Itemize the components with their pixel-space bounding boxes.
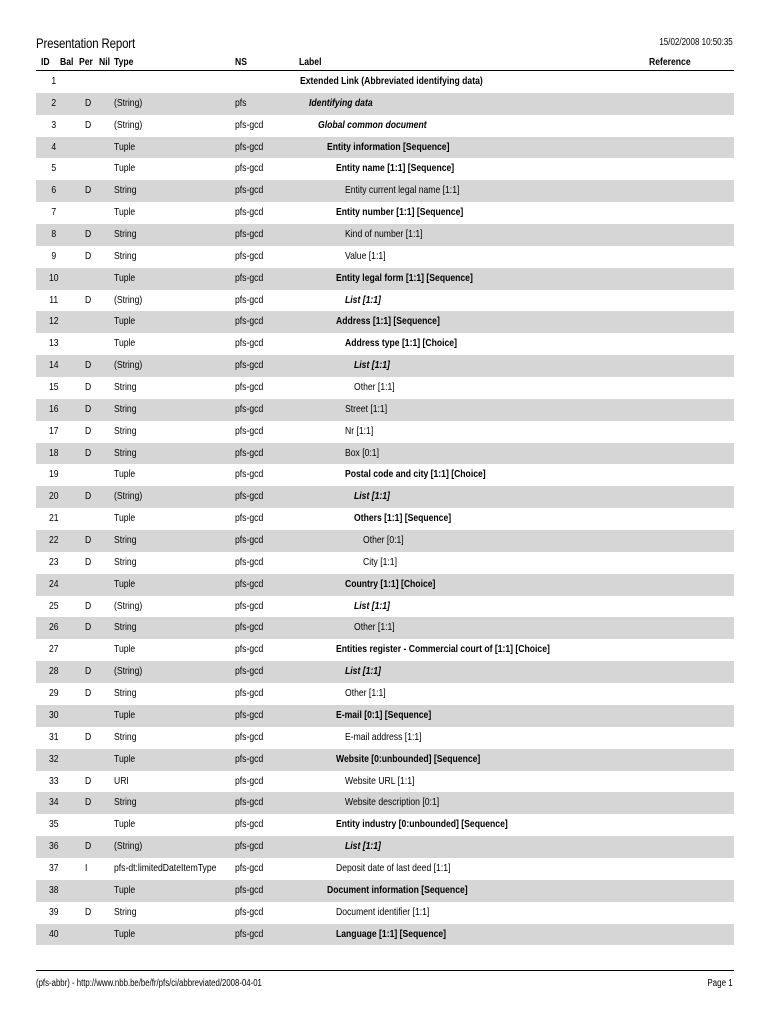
cell-id: 6: [51, 184, 57, 197]
cell-ns: pfs-gcd: [235, 599, 264, 612]
cell-label: Extended Link (Abbreviated identifying data): [300, 75, 483, 87]
cell-id: 16: [48, 402, 59, 415]
cell-label: Website description [0:1]: [345, 796, 440, 809]
cell-bal: D: [85, 228, 92, 241]
cell-type: String: [114, 228, 137, 241]
footer-source: (pfs-abbr) - http://www.nbb.be/be/fr/pfs/ci/abbreviated/2008-04-01: [36, 978, 262, 989]
cell-bal: D: [85, 774, 92, 787]
cell-ns: pfs-gcd: [235, 621, 264, 634]
cell-type: String: [114, 249, 137, 262]
table-row: [36, 902, 734, 924]
cell-type: (String): [114, 490, 143, 503]
cell-label: Entity industry [0:unbounded] [Sequence]: [336, 818, 508, 831]
cell-id: 15: [48, 381, 59, 394]
cell-label: Nr [1:1]: [345, 424, 374, 437]
col-header-label: Label: [299, 56, 322, 68]
cell-bal: D: [85, 249, 92, 262]
cell-bal: D: [85, 293, 92, 306]
cell-id: 26: [48, 621, 59, 634]
cell-ns: pfs-gcd: [235, 708, 264, 721]
cell-id: 11: [49, 293, 59, 306]
table-row: [36, 792, 734, 814]
table-row: [36, 290, 734, 312]
cell-id: 10: [48, 271, 59, 284]
cell-id: 3: [51, 118, 57, 131]
cell-label: Website [0:unbounded] [Sequence]: [336, 752, 481, 765]
cell-label: List [1:1]: [345, 665, 381, 678]
cell-label: List [1:1]: [354, 599, 390, 612]
cell-type: String: [114, 796, 137, 809]
cell-ns: pfs-gcd: [235, 315, 264, 328]
cell-label: Other [0:1]: [363, 534, 404, 547]
table-row: [36, 158, 734, 180]
cell-ns: pfs-gcd: [235, 687, 264, 700]
cell-id: 7: [51, 206, 57, 219]
cell-ns: pfs-gcd: [235, 359, 264, 372]
cell-label: Street [1:1]: [345, 402, 388, 415]
cell-ns: pfs-gcd: [235, 665, 264, 678]
cell-id: 27: [48, 643, 59, 656]
report-datetime: 15/02/2008 10:50:35: [659, 37, 733, 48]
cell-bal: D: [85, 96, 92, 109]
table-row: [36, 421, 734, 443]
cell-bal: D: [85, 184, 92, 197]
cell-type: String: [114, 424, 137, 437]
cell-ns: pfs-gcd: [235, 861, 264, 874]
cell-type: pfs-dt:limitedDateItemType: [114, 861, 217, 874]
table-row: [36, 246, 734, 268]
cell-type: Tuple: [114, 271, 136, 284]
cell-bal: D: [85, 446, 92, 459]
cell-label: Global common document: [318, 118, 427, 131]
cell-label: Entity current legal name [1:1]: [345, 184, 460, 197]
cell-id: 36: [48, 840, 59, 853]
cell-bal: D: [85, 840, 92, 853]
cell-ns: pfs-gcd: [235, 184, 264, 197]
table-row: [36, 115, 734, 137]
cell-bal: D: [85, 534, 92, 547]
cell-bal: D: [85, 402, 92, 415]
table-row: [36, 683, 734, 705]
cell-type: Tuple: [114, 140, 136, 153]
table-row: [36, 530, 734, 552]
cell-label: Address [1:1] [Sequence]: [336, 315, 440, 328]
cell-id: 32: [48, 752, 59, 765]
cell-ns: pfs-gcd: [235, 555, 264, 568]
cell-label: List [1:1]: [345, 840, 381, 853]
cell-ns: pfs-gcd: [235, 228, 264, 241]
table-row: [36, 355, 734, 377]
report-title: Presentation Report: [36, 35, 135, 51]
cell-bal: D: [85, 490, 92, 503]
table-row: [36, 574, 734, 596]
cell-label: Other [1:1]: [354, 621, 395, 634]
cell-id: 19: [48, 468, 59, 481]
cell-ns: pfs-gcd: [235, 512, 264, 525]
cell-type: (String): [114, 840, 143, 853]
cell-label: List [1:1]: [345, 293, 381, 306]
cell-type: Tuple: [114, 752, 136, 765]
cell-label: Address type [1:1] [Choice]: [345, 337, 457, 350]
cell-ns: pfs: [235, 96, 247, 109]
cell-type: Tuple: [114, 315, 136, 328]
cell-ns: pfs-gcd: [235, 140, 264, 153]
cell-ns: pfs-gcd: [235, 118, 264, 131]
cell-type: URI: [114, 774, 129, 787]
cell-label: Language [1:1] [Sequence]: [336, 927, 447, 940]
cell-id: 33: [48, 774, 59, 787]
cell-bal: D: [85, 730, 92, 743]
cell-label: Document identifier [1:1]: [336, 905, 430, 918]
footer-page-number: Page 1: [707, 978, 733, 989]
cell-id: 30: [48, 708, 59, 721]
table-row: [36, 268, 734, 290]
cell-id: 24: [48, 577, 59, 590]
cell-ns: pfs-gcd: [235, 249, 264, 262]
cell-label: E-mail [0:1] [Sequence]: [336, 708, 432, 721]
cell-id: 28: [48, 665, 59, 678]
cell-type: String: [114, 621, 137, 634]
cell-type: Tuple: [114, 468, 136, 481]
cell-type: (String): [114, 599, 143, 612]
cell-label: List [1:1]: [354, 359, 390, 372]
table-row: [36, 508, 734, 530]
table-body: [36, 71, 734, 945]
cell-id: 39: [48, 905, 59, 918]
cell-id: 1: [51, 75, 57, 87]
table-row: [36, 486, 734, 508]
col-header-ns: NS: [235, 56, 247, 68]
cell-label: Others [1:1] [Sequence]: [354, 512, 452, 525]
cell-id: 20: [48, 490, 59, 503]
cell-type: String: [114, 381, 137, 394]
cell-label: List [1:1]: [354, 490, 390, 503]
cell-ns: pfs-gcd: [235, 402, 264, 415]
footer-rule: [36, 970, 734, 971]
cell-label: Website URL [1:1]: [345, 774, 415, 787]
cell-type: Tuple: [114, 883, 136, 896]
cell-ns: pfs-gcd: [235, 337, 264, 350]
cell-bal: D: [85, 381, 92, 394]
cell-ns: pfs-gcd: [235, 796, 264, 809]
cell-label: Kind of number [1:1]: [345, 228, 423, 241]
cell-label: Other [1:1]: [354, 381, 395, 394]
table-row: [36, 596, 734, 618]
cell-type: (String): [114, 665, 143, 678]
cell-id: 4: [51, 140, 57, 153]
cell-bal: D: [85, 621, 92, 634]
table-row: [36, 71, 734, 93]
cell-type: String: [114, 730, 137, 743]
cell-ns: pfs-gcd: [235, 206, 264, 219]
cell-id: 17: [48, 424, 59, 437]
table-row: [36, 814, 734, 836]
cell-ns: pfs-gcd: [235, 840, 264, 853]
cell-type: Tuple: [114, 643, 136, 656]
table-row: [36, 836, 734, 858]
cell-id: 5: [51, 162, 57, 175]
cell-label: Entities register - Commercial court of [1:1] [Choice]: [336, 643, 550, 656]
cell-ns: pfs-gcd: [235, 468, 264, 481]
cell-bal: D: [85, 665, 92, 678]
cell-type: (String): [114, 118, 143, 131]
cell-type: Tuple: [114, 927, 136, 940]
cell-ns: pfs-gcd: [235, 883, 264, 896]
cell-type: String: [114, 555, 137, 568]
cell-label: Identifying data: [309, 96, 373, 109]
table-header: [36, 56, 734, 70]
cell-label: Other [1:1]: [345, 687, 386, 700]
cell-label: Country [1:1] [Choice]: [345, 577, 436, 590]
table-row: [36, 137, 734, 159]
cell-bal: D: [85, 687, 92, 700]
table-row: [36, 399, 734, 421]
col-header-id: ID: [41, 56, 50, 68]
cell-type: Tuple: [114, 818, 136, 831]
cell-id: 23: [48, 555, 59, 568]
cell-ns: pfs-gcd: [235, 381, 264, 394]
cell-ns: pfs-gcd: [235, 577, 264, 590]
col-header-bal: Bal: [60, 56, 74, 68]
cell-label: Entity information [Sequence]: [327, 140, 450, 153]
cell-ns: pfs-gcd: [235, 271, 264, 284]
cell-type: String: [114, 534, 137, 547]
table-row: [36, 880, 734, 902]
table-row: [36, 705, 734, 727]
table-row: [36, 858, 734, 880]
cell-id: 35: [48, 818, 59, 831]
cell-id: 34: [48, 796, 59, 809]
table-row: [36, 224, 734, 246]
cell-label: Document information [Sequence]: [327, 883, 468, 896]
cell-label: Value [1:1]: [345, 249, 386, 262]
table-row: [36, 464, 734, 486]
cell-id: 38: [48, 883, 59, 896]
cell-id: 12: [48, 315, 59, 328]
table-row: [36, 661, 734, 683]
cell-label: Box [0:1]: [345, 446, 379, 459]
cell-label: Entity number [1:1] [Sequence]: [336, 206, 464, 219]
cell-type: (String): [114, 96, 143, 109]
cell-ns: pfs-gcd: [235, 752, 264, 765]
table-row: [36, 771, 734, 793]
cell-label: E-mail address [1:1]: [345, 730, 422, 743]
cell-type: String: [114, 446, 137, 459]
cell-ns: pfs-gcd: [235, 446, 264, 459]
cell-ns: pfs-gcd: [235, 424, 264, 437]
cell-ns: pfs-gcd: [235, 534, 264, 547]
cell-id: 14: [48, 359, 59, 372]
cell-type: (String): [114, 359, 143, 372]
cell-type: String: [114, 402, 137, 415]
cell-type: Tuple: [114, 206, 136, 219]
cell-id: 2: [51, 96, 57, 109]
table-row: [36, 377, 734, 399]
col-header-per: Per: [79, 56, 93, 68]
cell-ns: pfs-gcd: [235, 774, 264, 787]
cell-ns: pfs-gcd: [235, 162, 264, 175]
table-row: [36, 202, 734, 224]
cell-ns: pfs-gcd: [235, 643, 264, 656]
cell-id: 37: [48, 861, 59, 874]
table-row: [36, 749, 734, 771]
cell-type: (String): [114, 293, 143, 306]
cell-id: 18: [48, 446, 59, 459]
cell-type: String: [114, 687, 137, 700]
table-row: [36, 180, 734, 202]
table-row: [36, 311, 734, 333]
table-row: [36, 617, 734, 639]
cell-label: City [1:1]: [363, 555, 397, 568]
cell-type: Tuple: [114, 708, 136, 721]
cell-ns: pfs-gcd: [235, 818, 264, 831]
table-row: [36, 333, 734, 355]
cell-bal: D: [85, 599, 92, 612]
table-row: [36, 93, 734, 115]
cell-label: Entity name [1:1] [Sequence]: [336, 162, 455, 175]
table-row: [36, 924, 734, 946]
table-row: [36, 443, 734, 465]
col-header-type: Type: [114, 56, 134, 68]
col-header-nil: Nil: [99, 56, 111, 68]
table-row: [36, 552, 734, 574]
cell-ns: pfs-gcd: [235, 293, 264, 306]
cell-ns: pfs-gcd: [235, 927, 264, 940]
cell-id: 13: [48, 337, 59, 350]
cell-type: Tuple: [114, 512, 136, 525]
cell-type: Tuple: [114, 337, 136, 350]
cell-id: 21: [48, 512, 59, 525]
cell-type: String: [114, 184, 137, 197]
cell-bal: D: [85, 118, 92, 131]
cell-label: Entity legal form [1:1] [Sequence]: [336, 271, 473, 284]
cell-bal: D: [85, 424, 92, 437]
cell-bal: D: [85, 359, 92, 372]
cell-type: Tuple: [114, 577, 136, 590]
cell-id: 9: [51, 249, 57, 262]
cell-id: 29: [48, 687, 59, 700]
cell-ns: pfs-gcd: [235, 730, 264, 743]
table-row: [36, 639, 734, 661]
cell-id: 40: [48, 927, 59, 940]
cell-bal: D: [85, 555, 92, 568]
cell-ns: pfs-gcd: [235, 905, 264, 918]
cell-type: String: [114, 905, 137, 918]
cell-label: Postal code and city [1:1] [Choice]: [345, 468, 486, 481]
cell-label: Deposit date of last deed [1:1]: [336, 861, 451, 874]
cell-id: 22: [48, 534, 59, 547]
cell-bal: D: [85, 905, 92, 918]
cell-id: 31: [48, 730, 59, 743]
cell-id: 25: [48, 599, 59, 612]
cell-id: 8: [51, 228, 57, 241]
cell-bal: D: [85, 796, 92, 809]
cell-bal: I: [85, 861, 88, 874]
col-header-reference: Reference: [649, 56, 691, 68]
cell-type: Tuple: [114, 162, 136, 175]
cell-ns: pfs-gcd: [235, 490, 264, 503]
table-row: [36, 727, 734, 749]
